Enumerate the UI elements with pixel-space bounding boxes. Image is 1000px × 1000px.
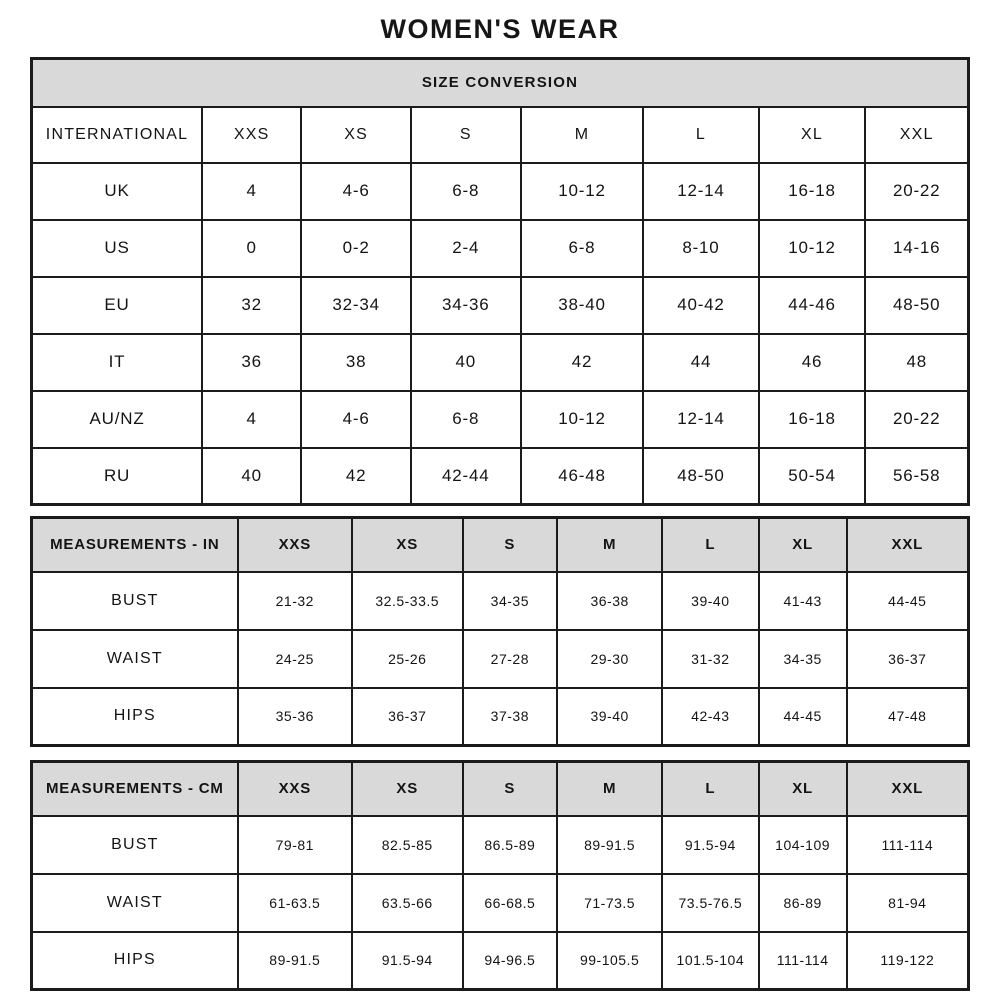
cell-xxl: 20-22 xyxy=(865,391,968,448)
cell-l: 44 xyxy=(643,334,758,391)
cell-l: 12-14 xyxy=(643,163,758,220)
cell-xs: 32.5-33.5 xyxy=(352,572,463,630)
cell-xs: 4-6 xyxy=(301,163,411,220)
cell-xl: 86-89 xyxy=(759,874,847,932)
row-label: BUST xyxy=(32,572,238,630)
row-label: EU xyxy=(32,277,203,334)
col-header-international: INTERNATIONAL xyxy=(32,107,203,163)
col-header-xxs: XXS xyxy=(238,762,352,816)
cell-xxl: 81-94 xyxy=(847,874,969,932)
cell-xxl: 56-58 xyxy=(865,448,968,505)
cell-xxl: 111-114 xyxy=(847,816,969,874)
cell-m: 10-12 xyxy=(521,163,644,220)
cell-xxl: 36-37 xyxy=(847,630,969,688)
col-header-m: M xyxy=(557,762,662,816)
table-row xyxy=(32,163,969,220)
cell-s: 34-36 xyxy=(411,277,521,334)
cell-xs: 0-2 xyxy=(301,220,411,277)
cell-xs: 82.5-85 xyxy=(352,816,463,874)
cell-xxs: 4 xyxy=(202,391,301,448)
row-label: RU xyxy=(32,448,203,505)
page-title: WOMEN'S WEAR xyxy=(380,14,620,44)
cell-xl: 34-35 xyxy=(759,630,847,688)
cell-s: 2-4 xyxy=(411,220,521,277)
cell-xxl: 47-48 xyxy=(847,688,969,746)
col-header-xxl: XXL xyxy=(847,518,969,572)
cell-l: 48-50 xyxy=(643,448,758,505)
cell-m: 29-30 xyxy=(557,630,662,688)
row-label: IT xyxy=(32,334,203,391)
col-header-xs: XS xyxy=(352,762,463,816)
measurements-in-body xyxy=(32,572,969,746)
col-header-xxl: XXL xyxy=(847,762,969,816)
col-header-m: M xyxy=(557,518,662,572)
cell-xxl: 119-122 xyxy=(847,932,969,990)
col-header-l: L xyxy=(662,518,759,572)
cell-xs: 91.5-94 xyxy=(352,932,463,990)
cell-m: 71-73.5 xyxy=(557,874,662,932)
col-header-xl: XL xyxy=(759,762,847,816)
cell-l: 39-40 xyxy=(662,572,759,630)
cell-m: 38-40 xyxy=(521,277,644,334)
cell-m: 10-12 xyxy=(521,391,644,448)
cell-s: 40 xyxy=(411,334,521,391)
measurements-in-table xyxy=(30,516,970,747)
table-row xyxy=(32,816,969,874)
cell-xxs: 32 xyxy=(202,277,301,334)
table-row xyxy=(32,220,969,277)
cell-m: 99-105.5 xyxy=(557,932,662,990)
row-label: HIPS xyxy=(32,932,238,990)
table-row xyxy=(32,630,969,688)
cell-m: 39-40 xyxy=(557,688,662,746)
size-conversion-header-row xyxy=(32,107,969,163)
measurements-cm-table xyxy=(30,760,970,991)
cell-xxl: 48-50 xyxy=(865,277,968,334)
cell-xs: 25-26 xyxy=(352,630,463,688)
table-row xyxy=(32,448,969,505)
cell-s: 86.5-89 xyxy=(463,816,558,874)
cell-m: 42 xyxy=(521,334,644,391)
cell-xxs: 21-32 xyxy=(238,572,352,630)
col-header-xxs: XXS xyxy=(238,518,352,572)
cell-xs: 63.5-66 xyxy=(352,874,463,932)
cell-xs: 4-6 xyxy=(301,391,411,448)
cell-xl: 16-18 xyxy=(759,391,866,448)
cell-xl: 16-18 xyxy=(759,163,866,220)
cell-s: 34-35 xyxy=(463,572,558,630)
cell-xs: 32-34 xyxy=(301,277,411,334)
cell-xs: 42 xyxy=(301,448,411,505)
cell-l: 91.5-94 xyxy=(662,816,759,874)
table-row xyxy=(32,572,969,630)
measurements-cm-title: MEASUREMENTS - CM xyxy=(32,762,238,816)
cell-m: 6-8 xyxy=(521,220,644,277)
cell-xs: 38 xyxy=(301,334,411,391)
col-header-l: L xyxy=(643,107,758,163)
cell-m: 46-48 xyxy=(521,448,644,505)
cell-xxs: 89-91.5 xyxy=(238,932,352,990)
cell-s: 27-28 xyxy=(463,630,558,688)
col-header-xs: XS xyxy=(301,107,411,163)
row-label: HIPS xyxy=(32,688,238,746)
cell-xxs: 36 xyxy=(202,334,301,391)
measurements-in-title: MEASUREMENTS - IN xyxy=(32,518,238,572)
cell-xl: 10-12 xyxy=(759,220,866,277)
table-row xyxy=(32,688,969,746)
cell-xl: 50-54 xyxy=(759,448,866,505)
cell-l: 31-32 xyxy=(662,630,759,688)
row-label: BUST xyxy=(32,816,238,874)
size-conversion-title-row xyxy=(32,59,969,107)
cell-xxs: 0 xyxy=(202,220,301,277)
cell-xl: 41-43 xyxy=(759,572,847,630)
measurements-in-header-row xyxy=(32,518,969,572)
cell-l: 40-42 xyxy=(643,277,758,334)
cell-xxs: 61-63.5 xyxy=(238,874,352,932)
col-header-xl: XL xyxy=(759,518,847,572)
cell-s: 37-38 xyxy=(463,688,558,746)
col-header-xxl: XXL xyxy=(865,107,968,163)
cell-xxl: 48 xyxy=(865,334,968,391)
cell-xl: 104-109 xyxy=(759,816,847,874)
row-label: AU/NZ xyxy=(32,391,203,448)
cell-l: 8-10 xyxy=(643,220,758,277)
col-header-s: S xyxy=(411,107,521,163)
col-header-m: M xyxy=(521,107,644,163)
cell-l: 42-43 xyxy=(662,688,759,746)
cell-s: 6-8 xyxy=(411,163,521,220)
cell-m: 36-38 xyxy=(557,572,662,630)
cell-xxl: 14-16 xyxy=(865,220,968,277)
cell-xs: 36-37 xyxy=(352,688,463,746)
row-label: UK xyxy=(32,163,203,220)
col-header-l: L xyxy=(662,762,759,816)
col-header-s: S xyxy=(463,762,558,816)
col-header-s: S xyxy=(463,518,558,572)
cell-xxs: 24-25 xyxy=(238,630,352,688)
cell-s: 42-44 xyxy=(411,448,521,505)
cell-xxl: 20-22 xyxy=(865,163,968,220)
cell-xl: 44-46 xyxy=(759,277,866,334)
size-conversion-table xyxy=(30,57,970,506)
row-label: WAIST xyxy=(32,874,238,932)
size-conversion-body xyxy=(32,163,969,505)
col-header-xs: XS xyxy=(352,518,463,572)
cell-xxs: 35-36 xyxy=(238,688,352,746)
cell-s: 66-68.5 xyxy=(463,874,558,932)
table-row xyxy=(32,277,969,334)
col-header-xxs: XXS xyxy=(202,107,301,163)
cell-s: 94-96.5 xyxy=(463,932,558,990)
cell-l: 101.5-104 xyxy=(662,932,759,990)
cell-s: 6-8 xyxy=(411,391,521,448)
measurements-cm-header-row xyxy=(32,762,969,816)
size-conversion-title: SIZE CONVERSION xyxy=(32,59,969,107)
table-row xyxy=(32,932,969,990)
table-row xyxy=(32,874,969,932)
row-label: US xyxy=(32,220,203,277)
cell-xxl: 44-45 xyxy=(847,572,969,630)
cell-xxs: 4 xyxy=(202,163,301,220)
table-row xyxy=(32,391,969,448)
cell-l: 12-14 xyxy=(643,391,758,448)
cell-m: 89-91.5 xyxy=(557,816,662,874)
table-row xyxy=(32,334,969,391)
cell-xxs: 40 xyxy=(202,448,301,505)
row-label: WAIST xyxy=(32,630,238,688)
cell-xl: 46 xyxy=(759,334,866,391)
cell-l: 73.5-76.5 xyxy=(662,874,759,932)
measurements-cm-body xyxy=(32,816,969,990)
cell-xl: 111-114 xyxy=(759,932,847,990)
col-header-xl: XL xyxy=(759,107,866,163)
cell-xxs: 79-81 xyxy=(238,816,352,874)
cell-xl: 44-45 xyxy=(759,688,847,746)
